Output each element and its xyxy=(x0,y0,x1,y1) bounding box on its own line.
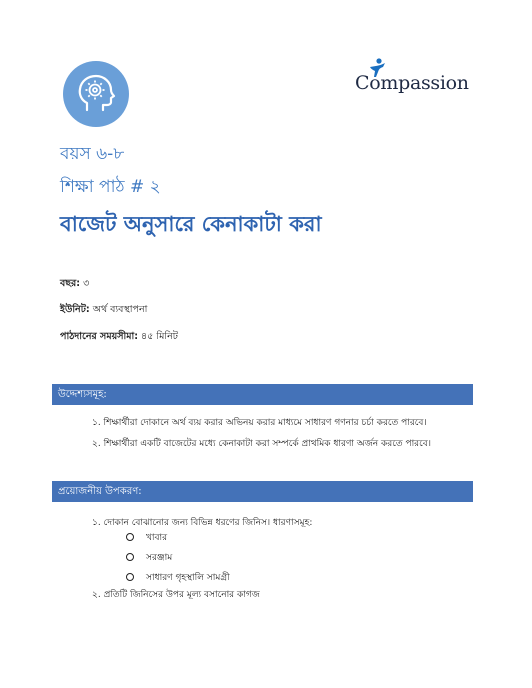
unit-line xyxy=(60,303,147,318)
age-range: বয়স ৬-৮ xyxy=(60,144,125,164)
page-title: বাজেট অনুসারে কেনাকাটা করা xyxy=(60,212,322,236)
circle-bullet-icon xyxy=(126,573,134,581)
circle-bullet-icon xyxy=(126,533,134,541)
duration-line xyxy=(60,330,178,345)
material-subitem xyxy=(126,530,167,545)
year-value: ৩ xyxy=(80,278,90,289)
unit-label: ইউনিট: xyxy=(60,304,90,315)
material-subitem xyxy=(126,550,172,565)
material-item-1: ১. দোকান বোঝানোর জন্য বিভিন্ন ধরণের জিনিস। ধারণাসমূহ: xyxy=(92,518,313,528)
material-subitem xyxy=(126,570,230,585)
year-line xyxy=(60,277,89,292)
objectives-heading: উদ্দেশ্যসমূহ: xyxy=(52,384,473,405)
material-subitem-label: খাবার xyxy=(146,533,168,543)
duration-value: ৪৫ মিনিট xyxy=(138,331,178,342)
material-item-2: ২. প্রতিটি জিনিসের উপর মূল্য বসানোর কাগজ xyxy=(92,590,260,600)
circle-bullet-icon xyxy=(126,553,134,561)
year-label: বছর: xyxy=(60,278,81,289)
lesson-number: শিক্ষা পাঠ # ২ xyxy=(60,177,161,197)
material-subitem-label: সাধারণ গৃহস্থালি সামগ্রী xyxy=(146,573,230,583)
compassion-logo xyxy=(355,58,469,102)
objective-item-2: ২. শিক্ষার্থীরা একটি বাজেটের মধ্যে কেনাকাটা করা সম্পর্কে প্রাথমিক ধারণা অর্জন করতে পারবে। xyxy=(92,439,431,449)
head-gear-icon xyxy=(63,61,129,127)
material-subitem-label: সরঞ্জাম xyxy=(146,553,173,563)
logo-wordmark: Compassion xyxy=(355,72,469,94)
materials-heading: প্রয়োজনীয় উপকরণ: xyxy=(52,481,473,502)
objective-item-1: ১. শিক্ষার্থীরা দোকানে অর্থ ব্যয় করার অভিনয় করার মাধ্যমে সাধারণ গণনার চর্চা করতে পারবে। xyxy=(92,418,427,428)
unit-value: অর্থ ব্যবস্থাপনা xyxy=(89,304,148,315)
duration-label: পাঠদানের সময়সীমা: xyxy=(60,331,139,342)
